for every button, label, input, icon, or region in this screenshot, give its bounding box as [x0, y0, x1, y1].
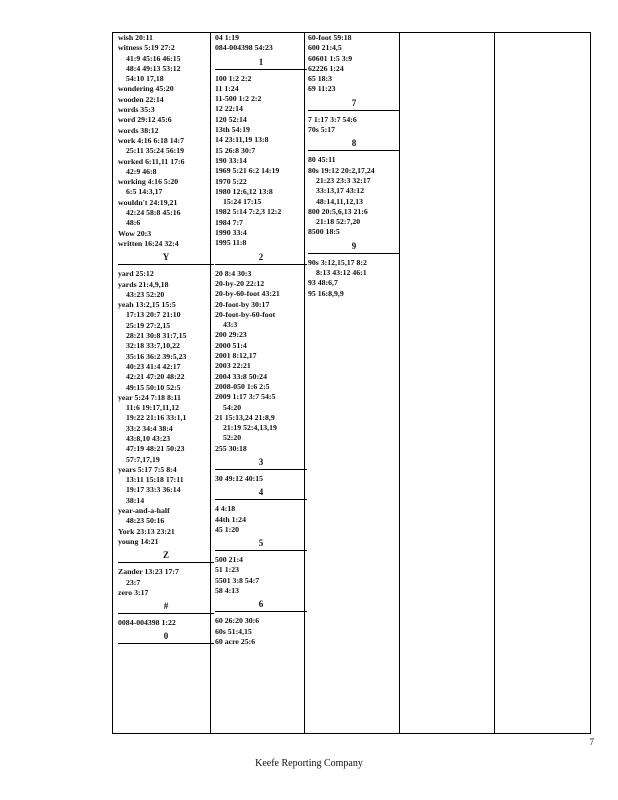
index-entry: 500 21:4	[215, 555, 243, 565]
index-entry: 1982 5:14 7:2,3 12:2	[215, 207, 282, 217]
index-entry: 69 11:23	[308, 84, 336, 94]
index-entry-continuation: 21:18 52:7,20	[316, 217, 361, 227]
index-entry-continuation: 49:15 50:10 52:5	[126, 382, 181, 392]
index-entry: 30 49:12 40:15	[215, 473, 264, 483]
index-entry: 190 33:14	[215, 155, 247, 165]
index-entry: 11-500 1:2 2:2	[215, 94, 262, 104]
index-entry: 20-foot-by 30:17	[215, 299, 270, 309]
index-entry-continuation: 25:19 27:2,15	[126, 320, 171, 330]
index-entry-continuation: 42:24 58:8 45:16	[126, 208, 181, 218]
index-entry: working 4:16 5:20	[118, 177, 179, 187]
index-entry: witness 5:19 27:2	[118, 43, 175, 53]
letter-rule	[215, 69, 307, 70]
index-entry: 4 4:18	[215, 504, 236, 514]
footer-company: Keefe Reporting Company	[255, 758, 363, 769]
index-entry: 80s 19:12 20:2,17,24	[308, 165, 375, 175]
index-entry-continuation: 43:23 52:20	[126, 289, 165, 299]
page-number: 7	[589, 737, 594, 747]
index-entry-continuation: 54:20	[223, 402, 242, 412]
letter-heading: 9	[351, 240, 357, 251]
column-divider	[304, 33, 305, 733]
index-entry: wouldn't 24:19,21	[118, 197, 178, 207]
index-entry: 2003 22:21	[215, 361, 251, 371]
index-entry: 8500 18:5	[308, 227, 340, 237]
letter-divider	[308, 136, 400, 154]
letter-rule	[308, 253, 400, 254]
index-entry: 62226 1:24	[308, 63, 344, 73]
index-entry: 1969 5:21 6:2 14:19	[215, 166, 280, 176]
index-entry: words 35:3	[118, 105, 155, 115]
index-entry: wondering 45:20	[118, 84, 174, 94]
index-entry: zero 3:17	[118, 587, 149, 597]
index-entry: 1970 5:22	[215, 176, 247, 186]
index-entry: words 38:12	[118, 125, 159, 135]
index-entry-continuation: 8:13 43:12 46:1	[316, 268, 367, 278]
letter-divider	[215, 250, 307, 268]
letter-divider	[118, 599, 214, 617]
index-entry-continuation: 6:5 14:3,17	[126, 187, 163, 197]
index-entry: 04 1:19	[215, 33, 240, 42]
index-entry: 11 1:24	[215, 83, 239, 93]
letter-divider	[215, 536, 307, 554]
index-entry-continuation: 19:22 21:16 33:1,1	[126, 413, 187, 423]
letter-heading: 6	[258, 599, 264, 610]
index-entry-continuation: 11:6 19:17,11,12	[126, 403, 180, 413]
index-entry: 1984 7:7	[215, 217, 243, 227]
index-entry: 21 15:13,24 21:8,9	[215, 412, 275, 422]
letter-divider	[118, 629, 214, 647]
letter-heading: #	[163, 601, 169, 612]
letter-heading: 4	[258, 487, 264, 498]
letter-divider	[215, 597, 307, 615]
index-entry: yeah 13:2,15 15:5	[118, 300, 176, 310]
index-entry-continuation: 47:19 48:21 50:23	[126, 444, 185, 454]
letter-rule	[215, 469, 307, 470]
index-entry-continuation: 42:9 46:8	[126, 166, 157, 176]
index-entry: 0084-004398 1:22	[118, 618, 176, 628]
letter-rule	[215, 264, 307, 265]
index-entry: 90s 3:12,15,17 8:2	[308, 257, 367, 267]
letter-heading: 7	[351, 97, 357, 108]
index-entry-continuation: 32:18 33:7,10,22	[126, 341, 180, 351]
index-entry: yard 25:12	[118, 269, 154, 279]
letter-rule	[308, 110, 400, 111]
index-entry: 45 1:20	[215, 524, 240, 534]
index-entry: 60-foot 59:18	[308, 33, 352, 42]
index-entry: 51 1:23	[215, 565, 240, 575]
letter-heading: 3	[258, 456, 264, 467]
index-entry: years 5:17 7:5 8:4	[118, 464, 177, 474]
index-entry: 1990 33:4	[215, 228, 247, 238]
index-entry-continuation: 33:13,17 43:12	[316, 186, 365, 196]
column-divider	[399, 33, 400, 733]
index-entry-continuation: 21:19 52:4,13,19	[223, 423, 277, 433]
letter-heading: 1	[258, 56, 264, 67]
index-entry: young 14:21	[118, 536, 159, 546]
letter-heading: 5	[258, 538, 264, 549]
index-entry-continuation: 54:10 17,18	[126, 74, 164, 84]
index-entry: 12 22:14	[215, 104, 243, 114]
index-entry-continuation: 48:14,11,12,13	[316, 196, 363, 206]
letter-heading: Z	[162, 550, 169, 561]
index-entry: 60 acre 25:6	[215, 636, 256, 646]
index-entry: 13th 54:19	[215, 125, 250, 135]
index-entry-continuation: 13:11 15:18 17:11	[126, 475, 184, 485]
letter-divider	[215, 485, 307, 503]
letter-rule	[118, 643, 214, 644]
column-divider	[494, 33, 495, 733]
index-entry: Zander 13:23 17:7	[118, 567, 179, 577]
index-column-1	[118, 33, 214, 733]
letter-heading: 8	[351, 138, 357, 149]
index-entry: 800 20:5,6,13 21:6	[308, 206, 368, 216]
index-entry: 5501 3:8 54:7	[215, 575, 260, 585]
index-entry: Wow 20:3	[118, 228, 152, 238]
index-entry-continuation: 19:17 33:3 36:14	[126, 485, 181, 495]
letter-divider	[308, 239, 400, 257]
index-entry-continuation: 48:6	[126, 218, 141, 228]
index-entry-continuation: 17:13 20:7 21:10	[126, 310, 181, 320]
index-column-2	[215, 33, 307, 733]
index-entry-continuation: 40:23 41:4 42:17	[126, 361, 181, 371]
index-entry: 93 48:6,7	[308, 278, 338, 288]
index-entry: York 23:13 23:21	[118, 526, 175, 536]
letter-heading: 2	[258, 251, 264, 262]
index-entry-continuation: 52:20	[223, 433, 242, 443]
index-table	[112, 32, 591, 734]
index-entry-continuation: 41:9 45:16 46:15	[126, 53, 181, 63]
index-entry: 120 52:14	[215, 114, 247, 124]
index-entry: 1980 12:6,12 13:8	[215, 186, 273, 196]
index-column-3	[308, 33, 400, 733]
index-entry: 20 8:4 30:3	[215, 268, 252, 278]
letter-divider	[118, 250, 214, 268]
index-entry: work 4:16 6:18 14:7	[118, 135, 185, 145]
index-entry: 20-foot-by-60-foot	[215, 309, 276, 319]
index-entry: 7 1:17 3:7 54:6	[308, 114, 357, 124]
index-entry: 70s 5:17	[308, 125, 336, 135]
index-entry: 14 23:11,19 13:8	[215, 135, 269, 145]
index-entry-continuation: 43:8,10 43:23	[126, 433, 171, 443]
letter-divider	[308, 96, 400, 114]
letter-rule	[215, 611, 307, 612]
index-entry-continuation: 33:2 34:4 38:4	[126, 423, 173, 433]
index-entry: 15 26:8 30:7	[215, 145, 256, 155]
index-entry: written 16:24 32:4	[118, 238, 179, 248]
index-entry: 100 1:2 2:2	[215, 73, 252, 83]
index-entry-continuation: 15:24 17:15	[223, 197, 262, 207]
letter-rule	[118, 613, 214, 614]
letter-heading: 0	[163, 631, 169, 642]
index-entry: 60601 1:5 3:9	[308, 53, 353, 63]
index-entry: 200 29:23	[215, 330, 247, 340]
index-entry: 084-004398 54:23	[215, 43, 273, 53]
letter-rule	[215, 550, 307, 551]
index-entry-continuation: 23:7	[126, 577, 141, 587]
index-entry-continuation: 57:7,17,19	[126, 454, 160, 464]
index-entry: 20-by-20 22:12	[215, 278, 265, 288]
index-entry: 2000 51:4	[215, 340, 247, 350]
index-entry: 60s 51:4,15	[215, 626, 252, 636]
index-entry-continuation: 21:23 23:3 32:17	[316, 175, 371, 185]
letter-divider	[215, 455, 307, 473]
index-entry: yards 21:4,9,18	[118, 279, 169, 289]
index-entry-continuation: 28:21 30:8 31:7,15	[126, 331, 187, 341]
index-entry: 255 30:18	[215, 443, 247, 453]
index-entry: 65 18:3	[308, 74, 333, 84]
index-entry: 2008-050 1:6 2:5	[215, 381, 270, 391]
index-entry: 1995 11:8	[215, 238, 247, 248]
index-entry: 60 26:20 30:6	[215, 616, 260, 626]
column-divider	[210, 33, 211, 733]
index-entry-continuation: 43:3	[223, 320, 238, 330]
index-entry-continuation: 25:11 35:24 56:19	[126, 146, 185, 156]
index-entry-continuation: 38:14	[126, 495, 145, 505]
index-entry: worked 6:11,11 17:6	[118, 156, 185, 166]
letter-divider	[215, 55, 307, 73]
index-entry: year-and-a-half	[118, 506, 170, 516]
index-entry-continuation: 48:4 49:13 53:12	[126, 63, 181, 73]
index-entry: 600 21:4,5	[308, 43, 342, 53]
index-entry: word 29:12 45:6	[118, 115, 172, 125]
index-entry: 95 16:8,9,9	[308, 288, 344, 298]
letter-rule	[118, 264, 214, 265]
letter-rule	[215, 499, 307, 500]
index-entry: 58 4:13	[215, 586, 240, 596]
letter-rule	[118, 562, 214, 563]
index-entry: 2001 8:12,17	[215, 351, 257, 361]
index-entry: 20-by-60-foot 43:21	[215, 289, 280, 299]
index-entry: wish 20:11	[118, 33, 153, 42]
index-entry: year 5:24 7:18 8:11	[118, 392, 181, 402]
index-entry: 80 45:11	[308, 155, 336, 165]
letter-rule	[308, 150, 400, 151]
index-entry-continuation: 42:21 47:20 48:22	[126, 372, 185, 382]
letter-heading: Y	[162, 252, 170, 263]
index-entry-continuation: 35:16 36:2 39:5,23	[126, 351, 187, 361]
index-entry: 2009 1:17 3:7 54:5	[215, 392, 276, 402]
index-entry-continuation: 48:23 50:16	[126, 516, 165, 526]
index-entry: wooden 22:14	[118, 94, 164, 104]
letter-divider	[118, 548, 214, 566]
index-entry: 2004 33:8 50:24	[215, 371, 267, 381]
index-entry: 44th 1:24	[215, 514, 246, 524]
